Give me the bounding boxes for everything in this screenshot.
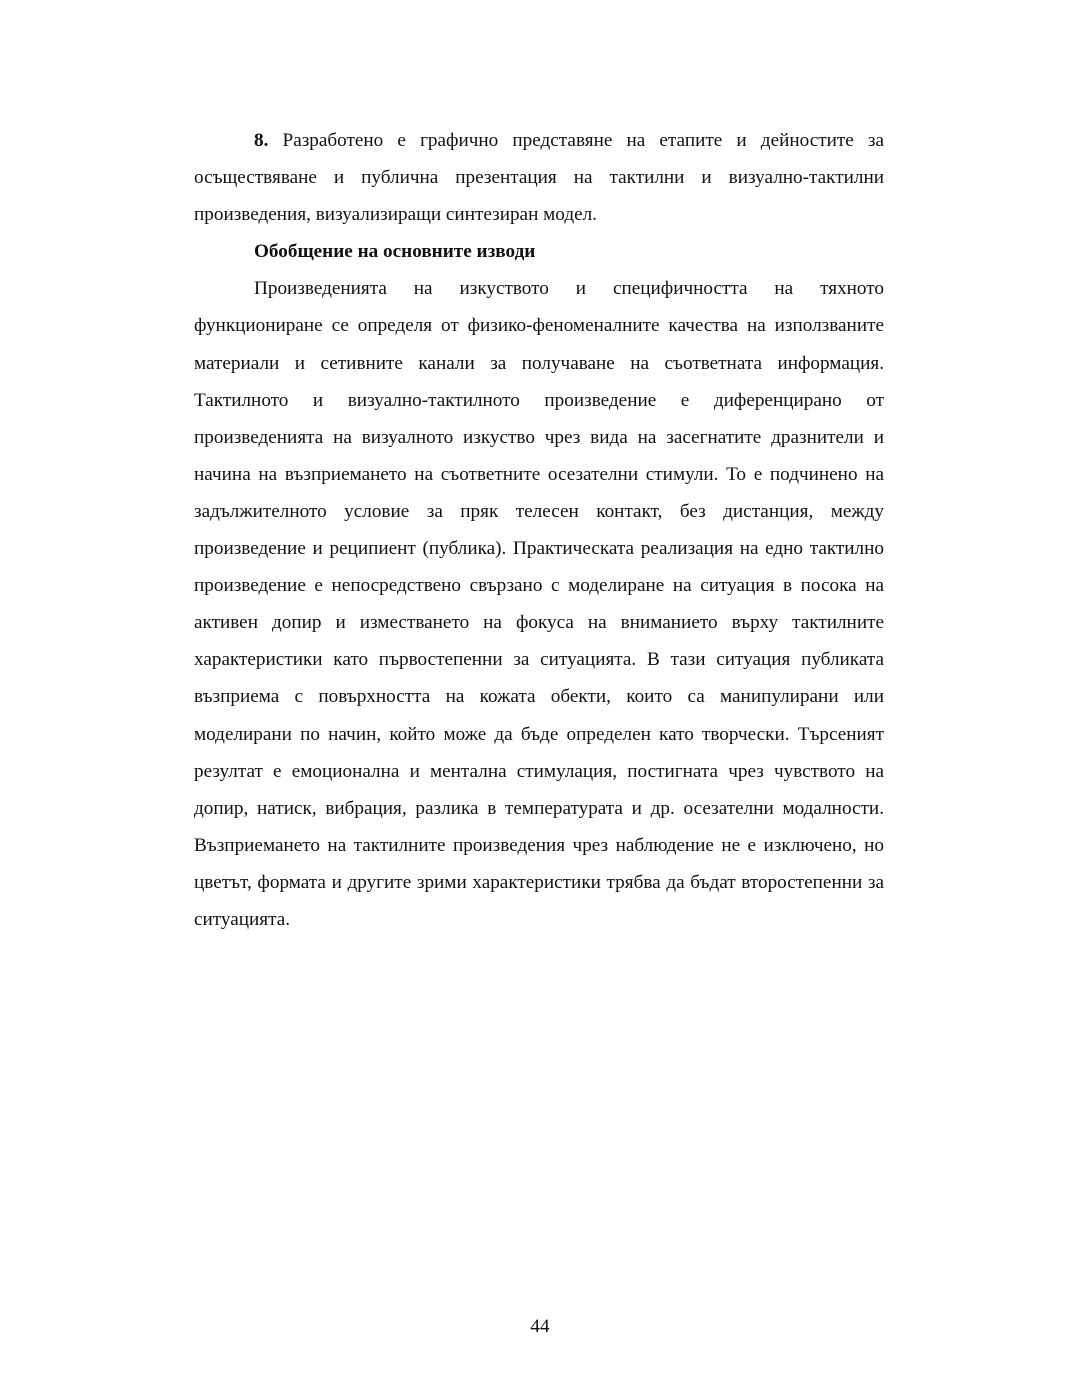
- body-paragraph: Произведенията на изкуството и специфичността на тяхното функциониране се определя от физико-феноменалните качества на използваните материали и сетивните канали за получаване на съответната информация. Тактилното и визуално-тактилното произведение е диференцирано от произведенията на визуалното изкуство чрез вида на засегнатите дразнители и начина на възприемането на съответните осезателни стимули. То е подчинено на задължителното условие за пряк телесен контакт, без дистанция, между произведение и реципиент (публика). Практическата реализация на едно тактилно произведение е непосредствено свързано с моделиране на ситуация в посока на активен допир и изместването на фокуса на вниманието върху тактилните характеристики като първостепенни за ситуацията. В тази ситуация публиката възприема с повърхността на кожата обекти, които са манипулирани или моделирани по начин, който може да бъде определен като творчески. Търсеният резултат е емоционална и ментална стимулация, постигната чрез чувството на допир, натиск, вибрация, разлика в температурата и др. осезателни модалности. Възприемането на тактилните произведения чрез наблюдение не е изключено, но цветът, формата и другите зрими характеристики трябва да бъдат второстепенни за ситуацията.: [194, 278, 884, 930]
- intro-paragraph: [194, 122, 884, 233]
- item-number: 8.: [254, 130, 269, 151]
- page-number: 44: [530, 1316, 550, 1337]
- section-heading: Обобщение на основните изводи: [254, 241, 536, 263]
- intro-text: Разработено е графично представяне на етапите и дейностите за осъществяване и публична презентация на тактилни и визуално-тактилни произведения, визуализиращи синтезиран модел.: [194, 130, 884, 226]
- page-content: [194, 122, 884, 938]
